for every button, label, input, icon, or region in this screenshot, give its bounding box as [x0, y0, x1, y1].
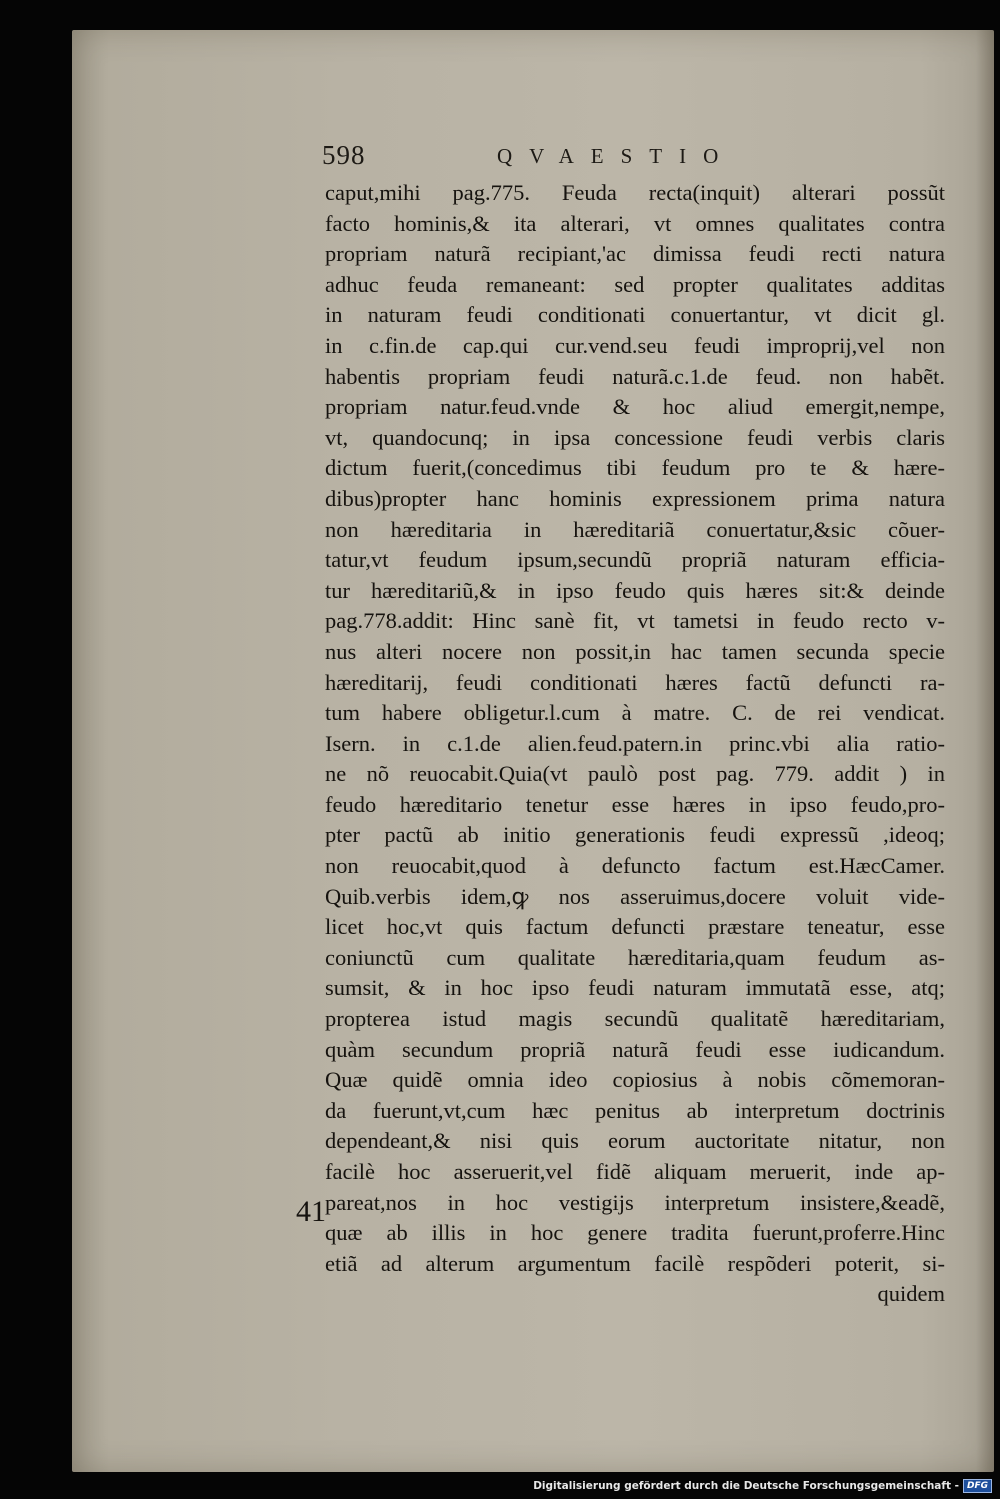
text-line: habentis propriam feudi naturã.c.1.de feud. non habẽt.	[325, 363, 945, 389]
text-line: non reuocabit,quod à defuncto factum est.HæcCamer.	[325, 853, 945, 879]
margin-note-number: 41	[296, 1195, 326, 1228]
text-line: propriam naturã recipiant,'ac dimissa feudi recti natura	[325, 241, 945, 267]
text-line: adhuc feuda remaneant: sed propter qualitates additas	[325, 271, 945, 297]
text-line: nus alteri nocere non possit,in hac tamen secunda specie	[325, 638, 945, 664]
text-line: vt, quandocunq; in ipsa concessione feudi verbis claris	[325, 424, 945, 450]
text-line: propriam natur.feud.vnde & hoc aliud emergit,nempe,	[325, 394, 945, 420]
digitization-footer	[533, 1476, 992, 1495]
text-line: sumsit, & in hoc ipso feudi naturam immutatã esse, atq;	[325, 975, 945, 1001]
text-line: in c.fin.de cap.qui cur.vend.seu feudi improprij,vel non	[325, 332, 945, 358]
text-line: caput,mihi pag.775. Feuda recta(inquit) alterari possũt	[325, 180, 945, 205]
text-line: ne nõ reuocabit.Quia(vt paulò post pag. 779. addit ) in	[325, 761, 945, 787]
text-line: coniunctũ cum qualitate hæreditaria,quam feudum as-	[325, 944, 945, 970]
text-line: non hæreditaria in hæreditariã conuertatur,&sic cõuer-	[325, 516, 945, 542]
body-text	[325, 178, 945, 1310]
text-line: pter pactũ ab initio generationis feudi expressũ ,ideoq;	[325, 822, 945, 848]
text-line: dependeant,& nisi quis eorum auctoritate nitatur, non	[325, 1128, 945, 1154]
text-line: tatur,vt feudum ipsum,secundũ propriã naturam efficia-	[325, 547, 945, 573]
text-line: quæ ab illis in hoc genere tradita fuerunt,proferre.Hinc	[325, 1220, 945, 1246]
dfg-logo: DFG	[963, 1479, 992, 1493]
text-line: dibus)propter hanc hominis expressionem prima natura	[325, 485, 945, 511]
text-line: da fuerunt,vt,cum hæc penitus ab interpretum doctrinis	[325, 1097, 945, 1123]
text-line: facto hominis,& ita alterari, vt omnes qualitates contra	[325, 210, 945, 236]
footer-credit-text: Digitalisierung gefördert durch die Deutsche Forschungsgemeinschaft -	[533, 1479, 959, 1492]
text-line: pag.778.addit: Hinc sanè fit, vt tametsi in feudo recto v-	[325, 608, 945, 634]
running-head	[322, 140, 962, 180]
text-line: Quib.verbis idem,ꝙ nos asseruimus,docere voluit vide-	[325, 883, 945, 909]
text-line: dictum fuerit,(concedimus tibi feudum pro te & hære-	[325, 455, 945, 481]
text-line: pareat,nos in hoc vestigijs interpretum insistere,&eadẽ,	[325, 1189, 945, 1215]
text-line: licet hoc,vt quis factum defuncti præstare teneatur, esse	[325, 914, 945, 940]
text-line: propterea istud magis secundũ qualitatẽ hæreditariam,	[325, 1006, 945, 1032]
text-line: quidem	[877, 1281, 945, 1307]
text-line: hæreditarij, feudi conditionati hæres factũ defuncti ra-	[325, 669, 945, 695]
text-line: etiã ad alterum argumentum facilè respõderi poterit, si-	[325, 1250, 945, 1276]
text-line: Isern. in c.1.de alien.feud.patern.in princ.vbi alia ratio-	[325, 730, 945, 756]
running-title: QVAESTIO	[497, 144, 736, 168]
text-line: feudo hæreditario tenetur esse hæres in ipso feudo,pro-	[325, 791, 945, 817]
page-number: 598	[322, 140, 366, 170]
text-line: Quæ quidẽ omnia ideo copiosius à nobis cõmemoran-	[325, 1067, 945, 1093]
text-line: tur hæreditariũ,& in ipso feudo quis hæres sit:& deinde	[325, 577, 945, 603]
text-line: facilè hoc asseruerit,vel fidẽ aliquam meruerit, inde ap-	[325, 1159, 945, 1184]
text-line: tum habere obligetur.l.cum à matre. C. de rei vendicat.	[325, 700, 945, 726]
text-line: in naturam feudi conditionati conuertantur, vt dicit gl.	[325, 302, 945, 328]
page-edge-shadow	[976, 30, 994, 1472]
text-line: quàm secundum propriã naturã feudi esse iudicandum.	[325, 1036, 945, 1062]
